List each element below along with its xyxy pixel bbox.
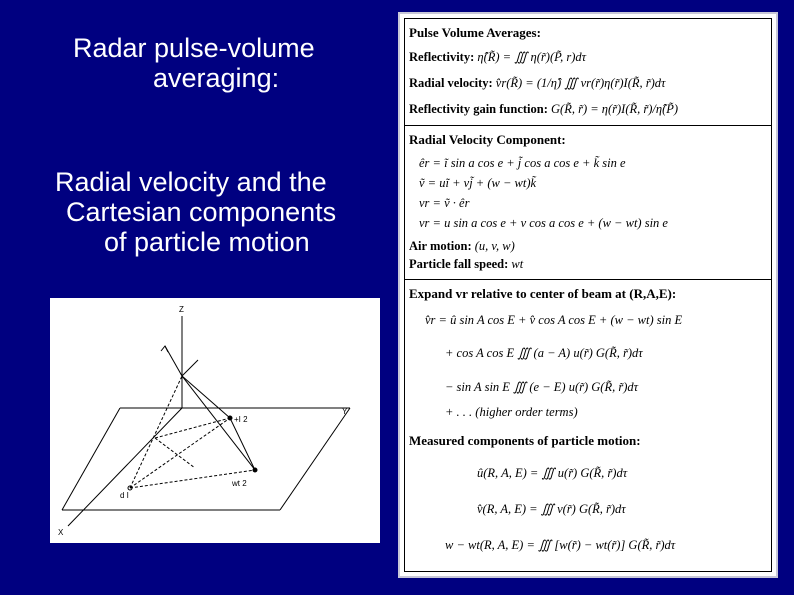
pulse-volume-averages-heading: Pulse Volume Averages: bbox=[409, 25, 541, 40]
fall-speed-label: Particle fall speed: bbox=[409, 257, 509, 271]
expansion-equation-1: v̂r = û sin A cos E + v̂ cos A cos E + (w − wt) sin E bbox=[425, 313, 683, 327]
beam-dash-5 bbox=[155, 438, 195, 468]
measured-u-equation: û(R, A, E) = ∭ u(r̃) G(R̃, r̃)dτ bbox=[477, 466, 628, 480]
beam-dash-1 bbox=[130, 376, 182, 488]
equations-panel bbox=[398, 12, 778, 578]
x-axis-label: X bbox=[58, 528, 64, 537]
title-line-1: Radar pulse-volume bbox=[73, 33, 315, 63]
radial-expansion-equation: vr = u sin a cos e + v cos a cos e + (w − wt) sin e bbox=[419, 216, 668, 230]
subtitle-line-2: Cartesian components bbox=[66, 197, 337, 227]
beam-dash-2 bbox=[130, 418, 230, 488]
slide-subtitle bbox=[55, 167, 336, 257]
divider-2 bbox=[405, 279, 771, 280]
divider-1 bbox=[405, 125, 771, 126]
equations-frame bbox=[404, 18, 772, 572]
expansion-equation-2: + cos A cos E ∭ (a − A) u(r̃) G(R̃, r̃)dτ bbox=[445, 346, 643, 360]
beam-arrow-2 bbox=[182, 360, 198, 376]
reflectivity-row bbox=[409, 49, 586, 65]
measured-components-heading: Measured components of particle motion: bbox=[409, 433, 641, 448]
expansion-equation-3: − sin A sin E ∭ (e − E) u(r̃) G(R̃, r̃)dτ bbox=[445, 380, 639, 394]
beam-line-1 bbox=[182, 376, 230, 418]
beam-arrowhead bbox=[161, 346, 168, 352]
particle-point bbox=[253, 468, 257, 472]
air-motion-row bbox=[409, 239, 515, 254]
air-motion-equation: (u, v, w) bbox=[474, 239, 515, 253]
air-motion-label: Air motion: bbox=[409, 239, 472, 253]
plane-left-edge bbox=[62, 408, 120, 510]
reflectivity-label: Reflectivity: bbox=[409, 50, 475, 64]
beam-point bbox=[228, 416, 232, 420]
beam-dash-4 bbox=[155, 418, 230, 438]
radial-velocity-component-heading: Radial Velocity Component: bbox=[409, 132, 566, 147]
measured-v-equation: v̂(R, A, E) = ∭ v(r̃) G(R̃, r̃)dτ bbox=[477, 502, 626, 516]
plane-right-edge bbox=[280, 408, 350, 510]
slide-title bbox=[73, 33, 315, 93]
gain-function-equation: G(R̃, r̃) = η(r̃)I(R̃, r̃)/η̂(P̃) bbox=[551, 102, 679, 116]
y-axis-label: Y bbox=[342, 407, 348, 416]
beam-line-2 bbox=[230, 418, 255, 470]
z-axis-label: Z bbox=[179, 305, 184, 314]
point-label-1: +I 2 bbox=[234, 415, 248, 424]
fall-speed-row bbox=[409, 257, 523, 272]
radial-velocity-row bbox=[409, 75, 666, 91]
radial-velocity-label: Radial velocity: bbox=[409, 76, 493, 90]
point-label-2: wt 2 bbox=[232, 479, 247, 488]
velocity-vector-equation: ṽ = uĩ + vj̃ + (w − wt)k̃ bbox=[419, 176, 537, 190]
title-line-2: averaging: bbox=[153, 63, 280, 93]
unit-vector-equation: êr = ĩ sin a cos e + j̃ cos a cos e + k̃ sin e bbox=[419, 156, 626, 170]
radial-velocity-equation: v̂r(R̃) = (1/η̂) ∭ vr(r̃)η(r̃)I(R̃, r̃)dτ bbox=[495, 76, 666, 90]
expand-heading: Expand vr relative to center of beam at (R,A,E): bbox=[409, 286, 677, 301]
gain-function-label: Reflectivity gain function: bbox=[409, 102, 548, 116]
expansion-equation-4: + . . . (higher order terms) bbox=[445, 405, 578, 419]
subtitle-line-1: Radial velocity and the bbox=[55, 167, 327, 197]
x-axis bbox=[68, 408, 182, 526]
coordinate-diagram bbox=[50, 298, 380, 543]
dot-product-equation: vr = ṽ · êr bbox=[419, 196, 470, 210]
measured-w-equation: w − wt(R, A, E) = ∭ [w(r̃) − wt(r̃)] G(R̃, r̃)dτ bbox=[445, 538, 676, 552]
point-label-3: d I bbox=[120, 491, 129, 500]
gain-function-row bbox=[409, 102, 678, 117]
coordinate-diagram-svg bbox=[50, 298, 380, 543]
reflectivity-equation: η̂(R̃) = ∭ η(r̃)(P̃, r)dτ bbox=[477, 50, 587, 64]
fall-speed-equation: wt bbox=[511, 257, 524, 271]
subtitle-line-3: of particle motion bbox=[104, 227, 310, 257]
